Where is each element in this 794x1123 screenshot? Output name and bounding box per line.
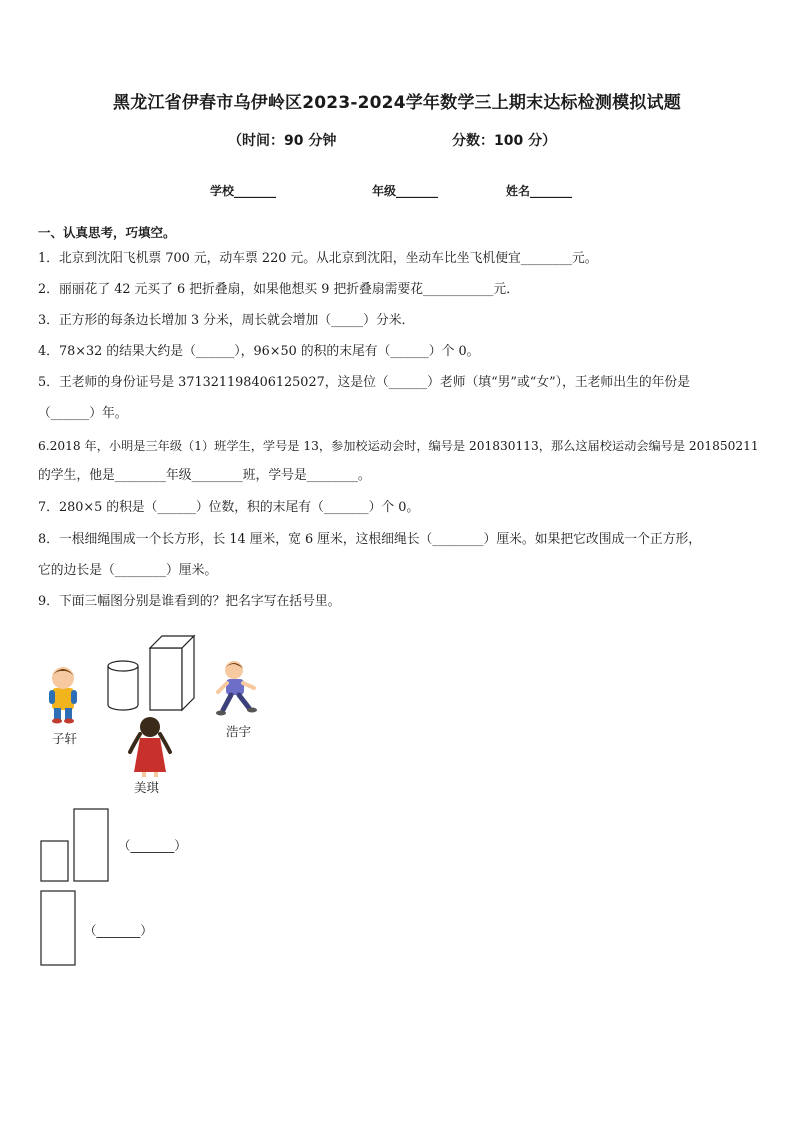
- school-field[interactable]: 学校_______: [210, 184, 277, 198]
- question-3: 3．正方形的每条边长增加 3 分米，周长就会增加（_____）分米．: [38, 313, 415, 328]
- exam-time: （时间：90 分钟: [228, 133, 337, 149]
- exam-title: 黑龙江省伊春市乌伊岭区2023-2024学年数学三上期末达标检测模拟试题: [113, 93, 681, 113]
- exam-score: 分数：100 分）: [452, 133, 557, 149]
- cuboid-object: [148, 634, 198, 714]
- name-field[interactable]: 姓名_______: [506, 184, 573, 198]
- haoyu-label: 浩宇: [226, 724, 252, 739]
- haoyu-figure-icon: [214, 658, 260, 718]
- view-2-drawing: [40, 890, 80, 968]
- question-6-line2: 的学生，他是________年级________班，学号是________。: [38, 468, 371, 483]
- zixuan-figure-icon: [44, 664, 84, 724]
- meiqi-label: 美琪: [134, 780, 160, 795]
- grade-field[interactable]: 年级_______: [372, 184, 439, 198]
- question-8-line1: 8．一根细绳围成一个长方形，长 14 厘米，宽 6 厘米，这根细绳长（________）厘米。如果把它改围成一个正方形，: [38, 532, 702, 547]
- question-5-line1: 5．王老师的身份证号是 371321198406125027，这是位（______）老师（填“男”或“女”），王老师出生的年份是: [38, 375, 691, 390]
- question-9: 9．下面三幅图分别是谁看到的？把名字写在括号里。: [38, 594, 341, 609]
- cylinder-object: [106, 660, 140, 712]
- section-heading: 一、认真思考，巧填空。: [38, 225, 176, 240]
- question-4: 4．78×32 的结果大约是（______），96×50 的积的末尾有（______）个 0。: [38, 344, 480, 359]
- zixuan-label: 子轩: [52, 731, 78, 746]
- question-5-line2: （______）年。: [38, 406, 128, 421]
- view-1-drawing: [40, 808, 112, 884]
- view-1-answer[interactable]: （_______）: [118, 838, 187, 853]
- question-8-line2: 它的边长是（________）厘米。: [38, 563, 218, 578]
- meiqi-figure-icon: [126, 716, 174, 778]
- question-7: 7．280×5 的积是（______）位数，积的末尾有（_______）个 0。: [38, 500, 420, 515]
- question-2: 2．丽丽花了 42 元买了 6 把折叠扇，如果他想买 9 把折叠扇需要花___________元．: [38, 282, 520, 297]
- question-1: 1．北京到沈阳飞机票 700 元，动车票 220 元。从北京到沈阳，坐动车比坐飞机便宜________元。: [38, 251, 598, 266]
- view-2-answer[interactable]: （_______）: [84, 923, 153, 938]
- question-6-line1: 6.2018 年，小明是三年级（1）班学生，学号是 13，参加校运动会时，编号是 201830113，那么这届校运动会编号是 201850211: [38, 439, 759, 453]
